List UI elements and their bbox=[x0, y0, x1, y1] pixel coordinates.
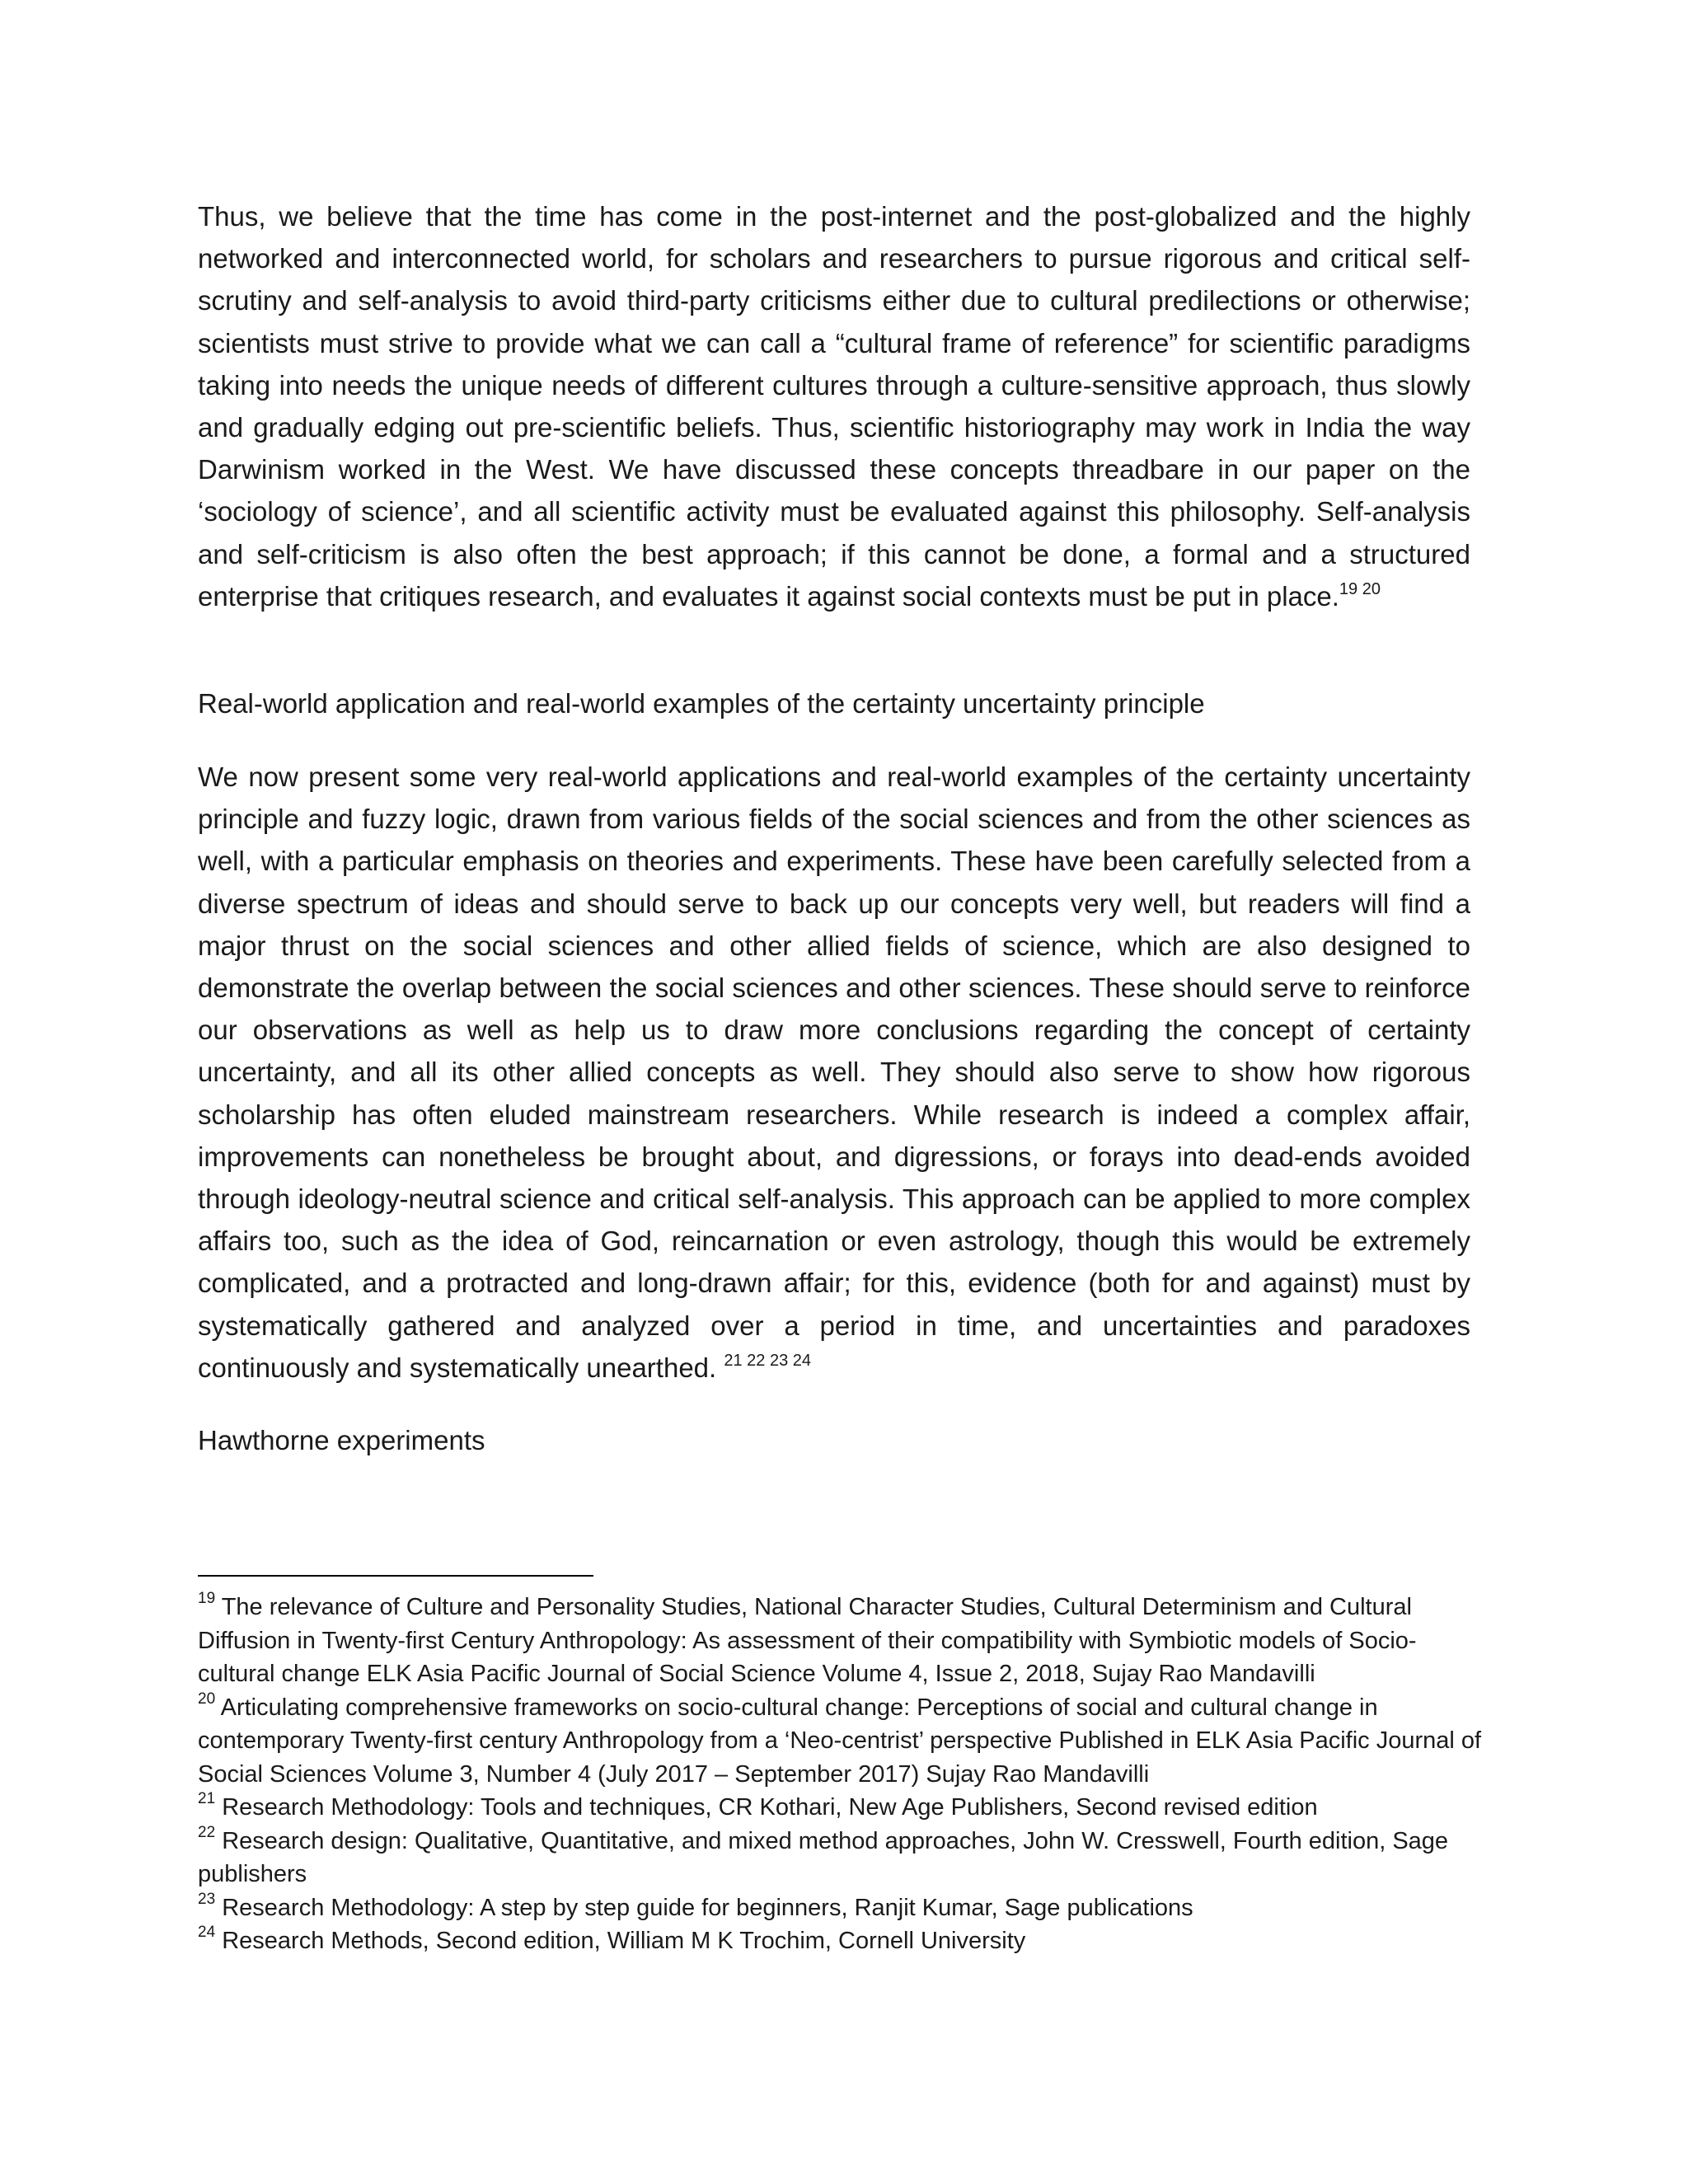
section-heading-hawthorne-experiments: Hawthorne experiments bbox=[198, 1425, 485, 1455]
footnote-23 bbox=[198, 1891, 1484, 1925]
footnote-20 bbox=[198, 1691, 1484, 1792]
footnote-19 bbox=[198, 1591, 1484, 1691]
footnote-number: 19 bbox=[198, 1590, 216, 1608]
footnotes-list bbox=[198, 1591, 1484, 1958]
footnote-text: Research Methods, Second edition, William M K Trochim, Cornell University bbox=[222, 1928, 1026, 1954]
footnote-text: Research Methodology: Tools and techniques, CR Kothari, New Age Publishers, Second revised edition bbox=[222, 1794, 1318, 1821]
paragraph-2-text: We now present some very real-world applications and real-world examples of the certainty uncertainty principle and fuzzy logic, drawn from various fields of the social sciences and from the other sciences as well, with a particular emphasis on theories and experiments. These have been carefully selected from a diverse spectrum of ideas and should serve to back up our concepts very well, but readers will find a major thrust on the social sciences and other allied fields of science, which are also designed to demonstrate the overlap between the social sciences and other sciences. These should serve to reinforce our observations as well as help us to draw more conclusions regarding the concept of certainty uncertainty, and all its other allied concepts as well. They should also serve to show how rigorous scholarship has often eluded mainstream researchers. While research is indeed a complex affair, improvements can nonetheless be brought about, and digressions, or forays into dead-ends avoided through ideology-neutral science and critical self-analysis. This approach can be applied to more complex affairs too, such as the idea of God, reincarnation or even astrology, though this would be extremely complicated, and a protracted and long-drawn affair; for this, evidence (both for and against) must by systematically gathered and analyzed over a period in time, and uncertainties and paradoxes continuously and systematically unearthed. bbox=[198, 762, 1470, 1383]
footnote-number: 21 bbox=[198, 1790, 216, 1808]
footnote-text: Articulating comprehensive frameworks on socio-cultural change: Perceptions of social and cultural change in contemporary Twenty-first century Anthropology from a ‘Neo-centrist’ perspective Published in ELK Asia Pacific Journal of Social Sciences Volume 3, Number 4 (July 2017 – September 2017) Sujay Rao Mandavilli bbox=[198, 1694, 1482, 1788]
footnote-text: Research Methodology: A step by step guide for beginners, Ranjit Kumar, Sage publications bbox=[222, 1894, 1193, 1921]
paragraph-1-footnote-refs[interactable]: 19 20 bbox=[1339, 579, 1381, 598]
section-heading-real-world-application: Real-world application and real-world examples of the certainty uncertainty principle bbox=[198, 688, 1205, 719]
footnote-text: The relevance of Culture and Personality Studies, National Character Studies, Cultural Determinism and Cultural Diffusion in Twenty-first Century Anthropology: As assessment of their compatibility with Symbiotic models of Socio-cultural change ELK Asia Pacific Journal of Social Science Volume 4, Issue 2, 2018, Sujay Rao Mandavilli bbox=[198, 1594, 1417, 1687]
footnote-text: Research design: Qualitative, Quantitative, and mixed method approaches, John W. Cresswell, Fourth edition, Sage publishers bbox=[198, 1827, 1449, 1887]
footnote-number: 22 bbox=[198, 1823, 216, 1841]
paragraph-2 bbox=[198, 756, 1470, 1389]
footnote-22 bbox=[198, 1825, 1484, 1891]
paragraph-1 bbox=[198, 195, 1470, 617]
footnote-separator bbox=[198, 1575, 593, 1577]
footnote-number: 23 bbox=[198, 1890, 216, 1908]
footnote-24 bbox=[198, 1924, 1484, 1958]
paragraph-1-text: Thus, we believe that the time has come in the post-internet and the post-globalized and the highly networked and interconnected world, for scholars and researchers to pursue rigorous and critical self-scrutiny and self-analysis to avoid third-party criticisms either due to cultural predilections or otherwise; scientists must strive to provide what we can call a “cultural frame of reference” for scientific paradigms taking into needs the unique needs of different cultures through a culture-sensitive approach, thus slowly and gradually edging out pre-scientific beliefs. Thus, scientific historiography may work in India the way Darwinism worked in the West. We have discussed these concepts threadbare in our paper on the ‘sociology of science’, and all scientific activity must be evaluated against this philosophy. Self-analysis and self-criticism is also often the best approach; if this cannot be done, a formal and a structured enterprise that critiques research, and evaluates it against social contexts must be put in place. bbox=[198, 201, 1470, 612]
footnote-21 bbox=[198, 1791, 1484, 1825]
footnote-number: 24 bbox=[198, 1924, 216, 1942]
paragraph-2-footnote-refs[interactable]: 21 22 23 24 bbox=[724, 1351, 812, 1370]
footnote-number: 20 bbox=[198, 1690, 216, 1708]
